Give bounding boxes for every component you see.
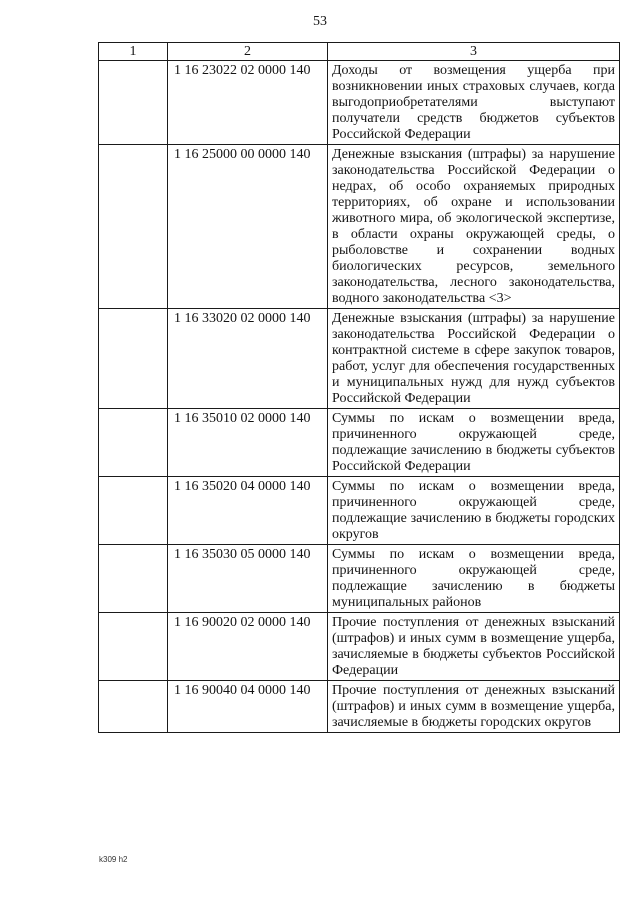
table-row	[99, 309, 620, 409]
description-cell: Суммы по искам о возмещении вреда, причиненного окружающей среде, подлежащие зачислению в бюджеты городских округов	[328, 477, 620, 545]
table-row	[99, 61, 620, 145]
revenue-code-cell: 1 16 25000 00 0000 140	[168, 145, 328, 309]
row-number-cell	[99, 145, 168, 309]
description-cell: Денежные взыскания (штрафы) за нарушение законодательства Российской Федерации о контрактной системе в сфере закупок товаров, работ, услуг для обеспечения государственных и муниципальных нужд для нужд субъектов Российской Федерации	[328, 309, 620, 409]
revenue-code-cell: 1 16 35010 02 0000 140	[168, 409, 328, 477]
table-row	[99, 545, 620, 613]
table-row	[99, 409, 620, 477]
description-cell: Прочие поступления от денежных взысканий (штрафов) и иных сумм в возмещение ущерба, зачисляемые в бюджеты субъектов Российской Федерации	[328, 613, 620, 681]
revenue-code-cell: 1 16 35030 05 0000 140	[168, 545, 328, 613]
revenue-codes-table	[98, 42, 620, 733]
row-number-cell	[99, 61, 168, 145]
table-header-row	[99, 43, 620, 61]
table-row	[99, 477, 620, 545]
description-cell: Суммы по искам о возмещении вреда, причиненного окружающей среде, подлежащие зачислению в бюджеты субъектов Российской Федерации	[328, 409, 620, 477]
revenue-code-cell: 1 16 90040 04 0000 140	[168, 681, 328, 733]
description-cell: Денежные взыскания (штрафы) за нарушение законодательства Российской Федерации о недрах, об особо охраняемых природных территориях, об охране и использовании животного мира, об экологической экспертизе, в области охраны окружающей среды, о рыболовстве и сохранении водных биологических ресурсов, земельного законодательства, лесного законодательства, водного законодательства <3>	[328, 145, 620, 309]
table-row	[99, 613, 620, 681]
table-row	[99, 681, 620, 733]
row-number-cell	[99, 681, 168, 733]
row-number-cell	[99, 309, 168, 409]
row-number-cell	[99, 477, 168, 545]
page-number: 53	[313, 14, 327, 29]
description-cell: Прочие поступления от денежных взысканий (штрафов) и иных сумм в возмещение ущерба, зачисляемые в бюджеты городских округов	[328, 681, 620, 733]
revenue-code-cell: 1 16 23022 02 0000 140	[168, 61, 328, 145]
column-header-2: 2	[168, 43, 328, 61]
revenue-code-cell: 1 16 33020 02 0000 140	[168, 309, 328, 409]
footer-document-code: k309 h2	[99, 855, 128, 864]
row-number-cell	[99, 613, 168, 681]
row-number-cell	[99, 409, 168, 477]
description-cell: Доходы от возмещения ущерба при возникновении иных страховых случаев, когда выгодоприобретателями выступают получатели средств бюджетов субъектов Российской Федерации	[328, 61, 620, 145]
column-header-3: 3	[328, 43, 620, 61]
table-row	[99, 145, 620, 309]
revenue-code-cell: 1 16 90020 02 0000 140	[168, 613, 328, 681]
revenue-code-cell: 1 16 35020 04 0000 140	[168, 477, 328, 545]
description-cell: Суммы по искам о возмещении вреда, причиненного окружающей среде, подлежащие зачислению в бюджеты муниципальных районов	[328, 545, 620, 613]
column-header-1: 1	[99, 43, 168, 61]
row-number-cell	[99, 545, 168, 613]
